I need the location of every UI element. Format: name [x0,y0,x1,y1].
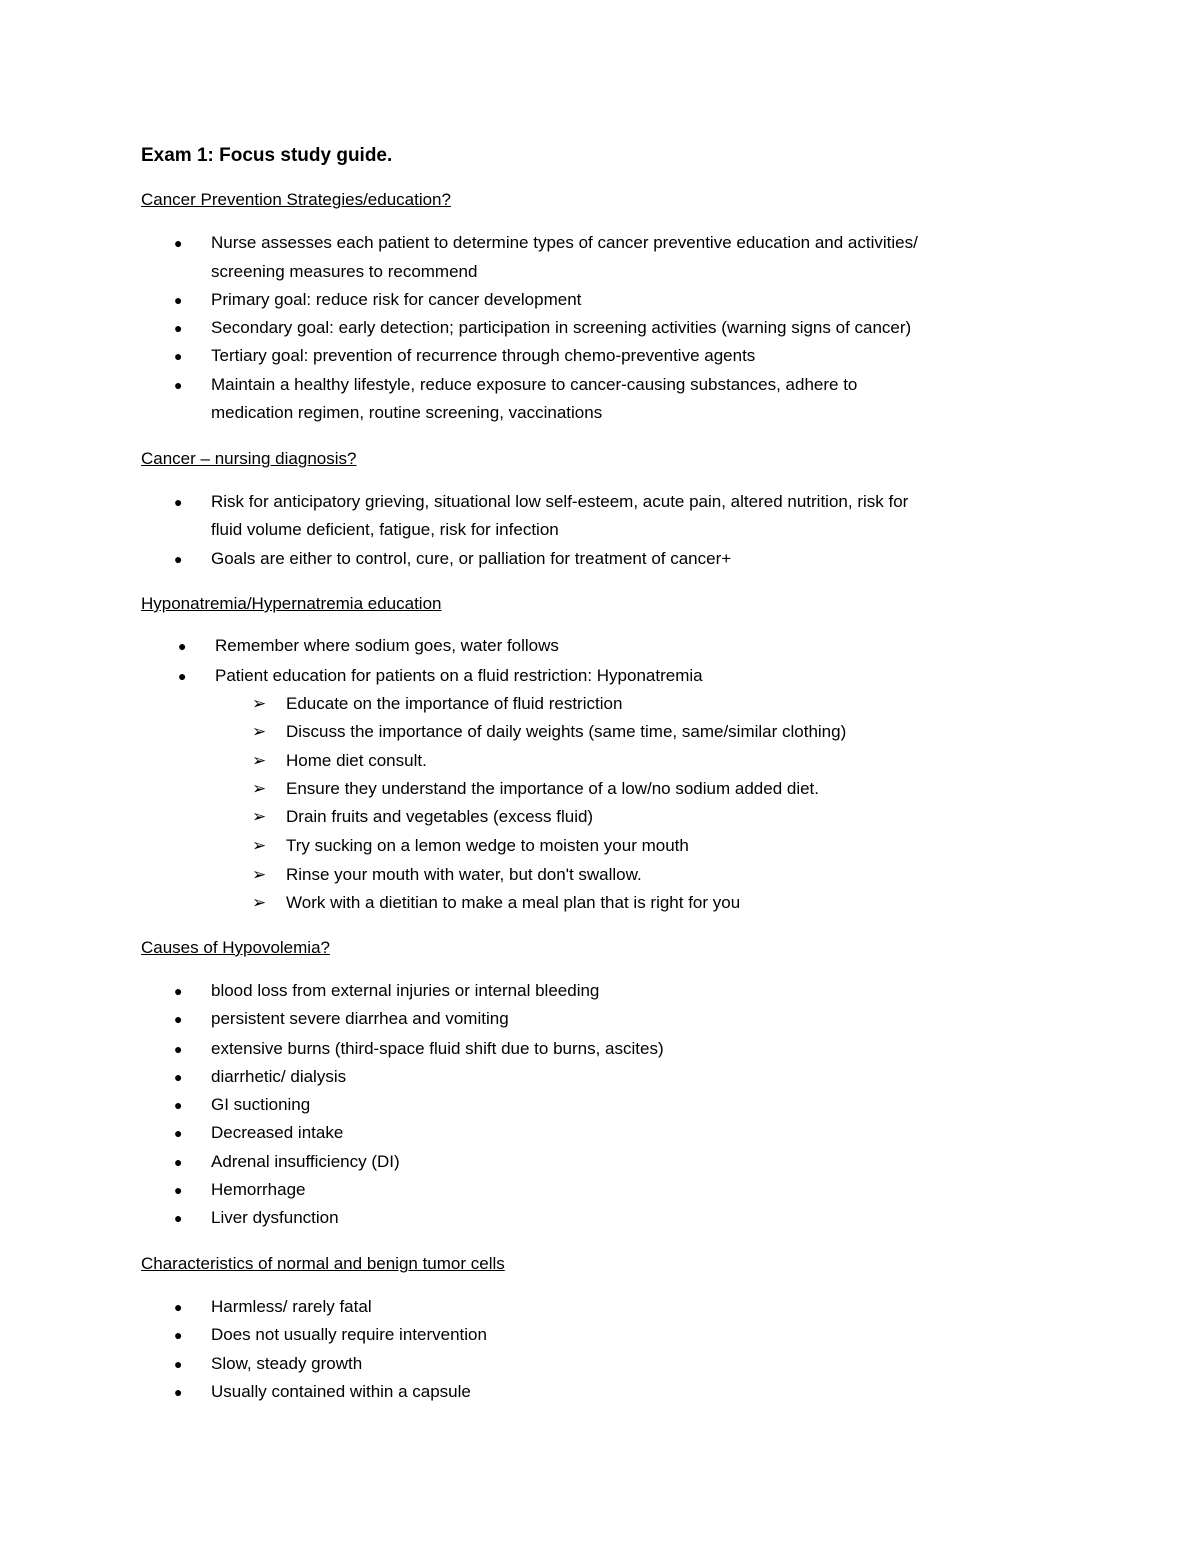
arrow-bullet-icon: ➢ [252,722,267,741]
sub-list-item: Home diet consult. [286,751,427,770]
list-item: Risk for anticipatory grieving, situational low self-esteem, acute pain, altered nutrition, risk for [211,492,909,511]
sub-list-item: Drain fruits and vegetables (excess fluid) [286,807,594,826]
list-item: Maintain a healthy lifestyle, reduce exposure to cancer-causing substances, adhere to [211,375,858,394]
list-item-continuation: fluid volume deficient, fatigue, risk for infection [211,520,559,539]
list-item: blood loss from external injuries or internal bleeding [211,981,600,1000]
section-heading-nursing-diagnosis: Cancer – nursing diagnosis? [141,449,357,468]
bullet-icon: ● [174,1154,183,1170]
bullet-icon: ● [174,1182,183,1198]
list-item: extensive burns (third-space fluid shift due to burns, ascites) [211,1039,664,1058]
list-item: Secondary goal: early detection; participation in screening activities (warning signs of cancer) [211,318,912,337]
sub-list-item: Ensure they understand the importance of a low/no sodium added diet. [286,779,820,798]
bullet-icon: ● [174,292,183,308]
bullet-icon: ● [178,668,187,684]
list-item: persistent severe diarrhea and vomiting [211,1009,509,1028]
bullet-icon: ● [174,1210,183,1226]
bullet-icon: ● [174,983,183,999]
bullet-icon: ● [174,494,183,510]
arrow-bullet-icon: ➢ [252,865,267,884]
list-item: Remember where sodium goes, water follows [215,636,559,655]
bullet-icon: ● [174,1356,183,1372]
bullet-icon: ● [174,1125,183,1141]
arrow-bullet-icon: ➢ [252,807,267,826]
list-item: Does not usually require intervention [211,1325,487,1344]
section-heading-hyponatremia: Hyponatremia/Hypernatremia education [141,594,442,613]
bullet-icon: ● [174,1384,183,1400]
arrow-bullet-icon: ➢ [252,893,267,912]
bullet-icon: ● [174,551,183,567]
list-item: GI suctioning [211,1095,311,1114]
list-item: Tertiary goal: prevention of recurrence through chemo-preventive agents [211,346,756,365]
bullet-icon: ● [174,348,183,364]
list-item: Nurse assesses each patient to determine types of cancer preventive education and activities/ [211,233,918,252]
list-item-continuation: screening measures to recommend [211,262,478,281]
list-item: Adrenal insufficiency (DI) [211,1152,400,1171]
section-heading-benign-tumor: Characteristics of normal and benign tumor cells [141,1254,505,1273]
arrow-bullet-icon: ➢ [252,836,267,855]
section-heading-hypovolemia: Causes of Hypovolemia? [141,938,330,957]
list-item: Slow, steady growth [211,1354,363,1373]
bullet-icon: ● [178,638,187,654]
list-item: Patient education for patients on a fluid restriction: Hyponatremia [215,666,703,685]
sub-list-item: Educate on the importance of fluid restriction [286,694,623,713]
sub-list-item: Work with a dietitian to make a meal plan that is right for you [286,893,741,912]
list-item: Usually contained within a capsule [211,1382,471,1401]
arrow-bullet-icon: ➢ [252,751,267,770]
sub-list-item: Try sucking on a lemon wedge to moisten your mouth [286,836,689,855]
list-item: Hemorrhage [211,1180,306,1199]
list-item-continuation: medication regimen, routine screening, vaccinations [211,403,603,422]
list-item: Decreased intake [211,1123,344,1142]
bullet-icon: ● [174,377,183,393]
bullet-icon: ● [174,1011,183,1027]
arrow-bullet-icon: ➢ [252,779,267,798]
section-heading-cancer-prevention: Cancer Prevention Strategies/education? [141,190,451,209]
bullet-icon: ● [174,1069,183,1085]
bullet-icon: ● [174,1299,183,1315]
bullet-icon: ● [174,1041,183,1057]
arrow-bullet-icon: ➢ [252,694,267,713]
bullet-icon: ● [174,320,183,336]
list-item: Harmless/ rarely fatal [211,1297,372,1316]
list-item: Primary goal: reduce risk for cancer development [211,290,582,309]
bullet-icon: ● [174,1327,183,1343]
list-item: Goals are either to control, cure, or palliation for treatment of cancer+ [211,549,732,568]
sub-list-item: Rinse your mouth with water, but don't swallow. [286,865,642,884]
list-item: diarrhetic/ dialysis [211,1067,347,1086]
bullet-icon: ● [174,235,183,251]
list-item: Liver dysfunction [211,1208,339,1227]
document-title: Exam 1: Focus study guide. [141,145,393,166]
bullet-icon: ● [174,1097,183,1113]
sub-list-item: Discuss the importance of daily weights (same time, same/similar clothing) [286,722,847,741]
